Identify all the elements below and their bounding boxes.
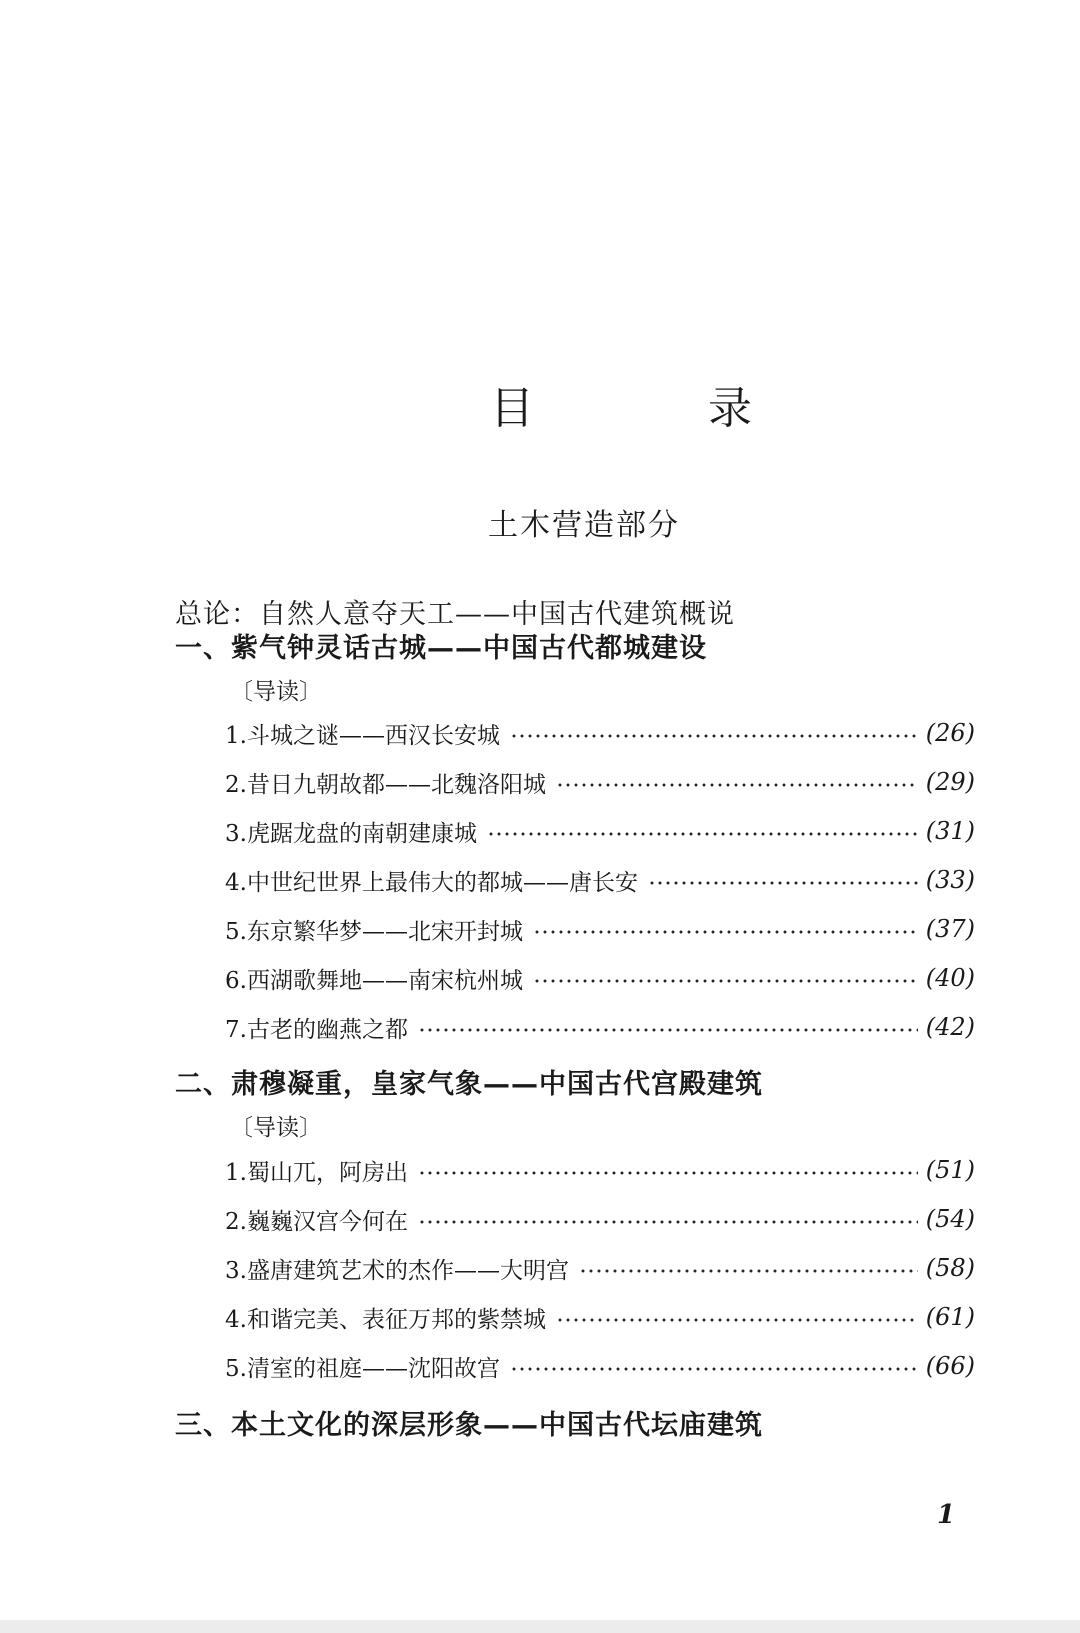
- toc-entry-page: (33): [925, 866, 975, 894]
- toc-entry-page: (40): [925, 964, 975, 992]
- toc-entry-title: 1.斗城之谜——西汉长安城: [225, 722, 500, 749]
- dot-leader: [556, 783, 918, 787]
- toc-entry: [225, 1251, 975, 1285]
- dot-leader: [579, 1269, 918, 1273]
- toc-entry-title: 5.清室的祖庭——沈阳故宫: [225, 1355, 500, 1382]
- toc-entry-title: 2.巍巍汉宫今何在: [225, 1208, 408, 1235]
- page-title: 目 录: [490, 383, 832, 434]
- toc-entry-page: (29): [925, 768, 975, 796]
- guide-label: 〔导读〕: [230, 1115, 322, 1141]
- dot-leader: [556, 1318, 918, 1322]
- toc-entry-page: (31): [925, 817, 975, 845]
- toc-entry-page: (66): [925, 1352, 975, 1380]
- toc-entry-title: 4.和谐完美、表征万邦的紫禁城: [225, 1306, 546, 1333]
- chapter-heading: 三、本土文化的深层形象——中国古代坛庙建筑: [175, 1410, 763, 1441]
- toc-entry-title: 2.昔日九朝故都——北魏洛阳城: [225, 771, 546, 798]
- toc-entry-title: 6.西湖歌舞地——南宋杭州城: [225, 967, 523, 994]
- toc-entry: [225, 1202, 975, 1236]
- toc-entry: [225, 863, 975, 897]
- toc-entry: [225, 814, 975, 848]
- dot-leader: [510, 1367, 918, 1371]
- toc-entry-page: (51): [925, 1156, 975, 1184]
- dot-leader: [533, 979, 918, 983]
- dot-leader: [418, 1028, 918, 1032]
- toc-entry-title: 3.虎踞龙盘的南朝建康城: [225, 820, 477, 847]
- toc-entry-page: (37): [925, 915, 975, 943]
- dot-leader: [648, 881, 918, 885]
- toc-entry-page: (58): [925, 1254, 975, 1282]
- toc-entry: [225, 961, 975, 995]
- chapter-heading: 二、肃穆凝重，皇家气象——中国古代宫殿建筑: [175, 1069, 763, 1100]
- toc-entry-page: (42): [925, 1013, 975, 1041]
- toc-entry: [225, 765, 975, 799]
- toc-entry-title: 5.东京繁华梦——北宋开封城: [225, 918, 523, 945]
- dot-leader: [487, 832, 918, 836]
- dot-leader: [418, 1220, 918, 1224]
- toc-entry: [225, 1349, 975, 1383]
- guide-label: 〔导读〕: [230, 679, 322, 705]
- toc-entry: [225, 1010, 975, 1044]
- page-number: 1: [937, 1500, 956, 1530]
- dot-leader: [533, 930, 918, 934]
- toc-entry-title: 1.蜀山兀，阿房出: [225, 1159, 408, 1186]
- dot-leader: [418, 1171, 918, 1175]
- toc-entry: [225, 912, 975, 946]
- toc-entry-title: 7.古老的幽燕之都: [225, 1016, 408, 1043]
- chapter-heading: 一、紫气钟灵话古城——中国古代都城建设: [175, 633, 707, 664]
- toc-entry: [225, 1153, 975, 1187]
- bottom-strip: [0, 1620, 1080, 1633]
- toc-entry-title: 4.中世纪世界上最伟大的都城——唐长安: [225, 869, 638, 896]
- dot-leader: [510, 734, 918, 738]
- toc-entry-page: (61): [925, 1303, 975, 1331]
- toc-entry-page: (54): [925, 1205, 975, 1233]
- toc-entry: [225, 1300, 975, 1334]
- toc-entry-page: (26): [925, 719, 975, 747]
- part-subtitle: 土木营造部分: [488, 508, 680, 543]
- toc-entry-title: 3.盛唐建筑艺术的杰作——大明宫: [225, 1257, 569, 1284]
- toc-entry: [225, 716, 975, 750]
- intro-entry: 总论：自然人意夺天工——中国古代建筑概说: [175, 599, 735, 630]
